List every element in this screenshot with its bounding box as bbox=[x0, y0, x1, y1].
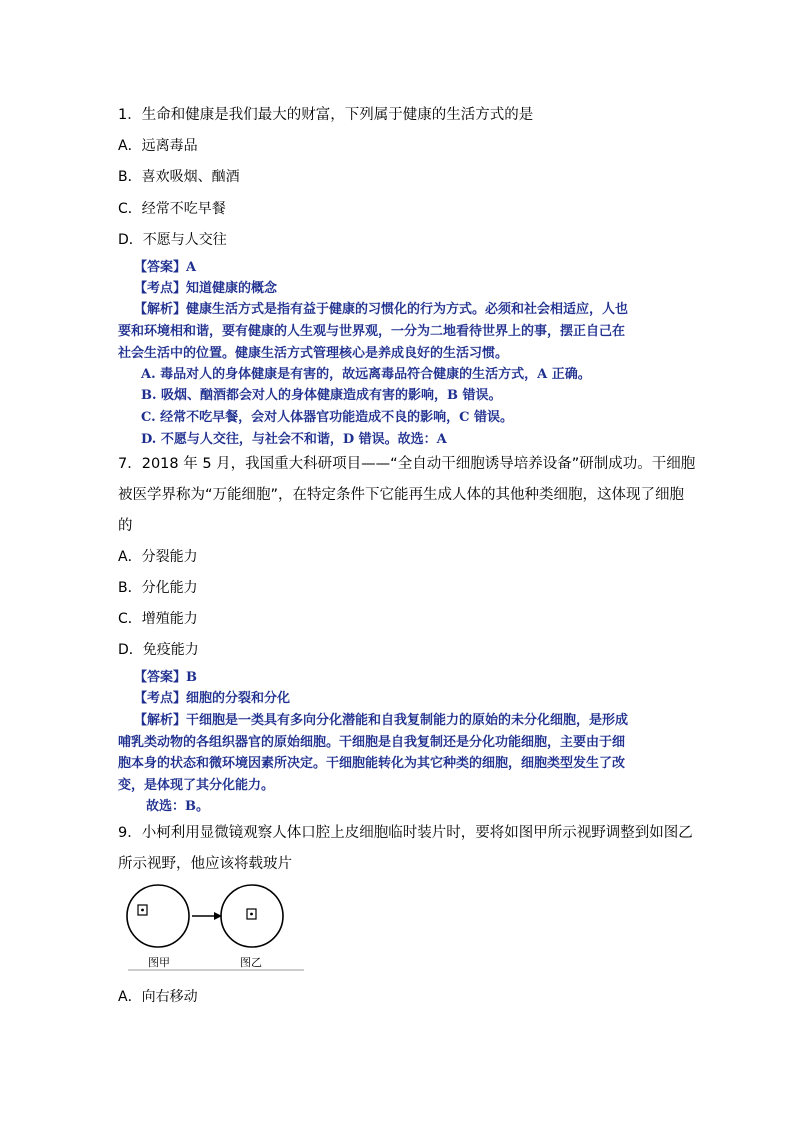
question-1-option-c: C．经常不吃早餐 bbox=[118, 201, 226, 217]
question-7-stem-line: 被医学界称为“万能细胞”，在特定条件下它能再生成人体的其他种类细胞，这体现了细胞 bbox=[118, 487, 685, 503]
question-7-analysis-line: 变，是体现了其分化能力。 bbox=[118, 778, 275, 793]
question-7-stem-line: 的 bbox=[118, 518, 133, 534]
question-1-analysis-line: D. 不愿与人交往，与社会不和谐，D 错误。故选：A bbox=[141, 432, 447, 447]
question-7-kaodian: 【考点】细胞的分裂和分化 bbox=[134, 691, 291, 706]
question-1-analysis-line: 要和环境相和谐，要有健康的人生观与世界观，一分为二地看待世界上的事，摆正自己在 bbox=[118, 324, 626, 339]
cell-nucleus-left bbox=[141, 909, 144, 912]
question-1-kaodian: 【考点】知道健康的概念 bbox=[134, 281, 278, 296]
question-1-analysis-line: 【解析】健康生活方式是指有益于健康的习惯化的行为方式。必须和社会相适应，人也 bbox=[134, 302, 629, 317]
cell-nucleus-right bbox=[250, 913, 253, 916]
question-7-stem-line: 7．2018 年 5 月，我国重大科研项目——“全自动干细胞诱导培养设备”研制成功。干细胞 bbox=[118, 456, 696, 472]
question-1-answer: 【答案】A bbox=[134, 260, 197, 275]
microscope-field-figure bbox=[118, 876, 304, 974]
field-circle-left bbox=[127, 885, 189, 947]
question-1-option-a: A．远离毒品 bbox=[118, 138, 198, 154]
field-circle-right bbox=[221, 885, 283, 947]
question-1-analysis-line: 社会生活中的位置。健康生活方式管理核心是养成良好的生活习惯。 bbox=[118, 346, 509, 361]
question-1-stem: 1．生命和健康是我们最大的财富，下列属于健康的生活方式的是 bbox=[118, 107, 534, 123]
question-7-analysis-line: 【解析】干细胞是一类具有多向分化潜能和自我复制能力的原始的未分化细胞，是形成 bbox=[134, 713, 629, 728]
question-9-option-a: A．向右移动 bbox=[118, 989, 198, 1005]
question-1-option-d: D．不愿与人交往 bbox=[118, 232, 227, 248]
question-7-analysis-line: 哺乳类动物的各组织器官的原始细胞。干细胞是自我复制还是分化功能细胞，主要由于细 bbox=[118, 735, 626, 750]
question-7-answer: 【答案】B bbox=[134, 670, 197, 685]
question-1-analysis-line: B. 吸烟、酗酒都会对人的身体健康造成有害的影响，B 错误。 bbox=[141, 388, 502, 403]
figure-label-right: 图乙 bbox=[240, 956, 262, 969]
question-7-option-b: B．分化能力 bbox=[118, 580, 198, 596]
question-7-option-c: C．增殖能力 bbox=[118, 611, 198, 627]
figure-label-left: 图甲 bbox=[148, 956, 170, 969]
question-1-analysis-line: C. 经常不吃早餐，会对人体器官功能造成不良的影响，C 错误。 bbox=[141, 410, 514, 425]
question-7-option-a: A．分裂能力 bbox=[118, 549, 198, 565]
question-1-option-b: B．喜欢吸烟、酗酒 bbox=[118, 169, 240, 185]
question-7-analysis-line: 胞本身的状态和微环境因素所决定。干细胞能转化为其它种类的细胞，细胞类型发生了改 bbox=[118, 756, 626, 771]
question-7-conclusion: 故选：B。 bbox=[146, 799, 209, 814]
question-1-analysis-line: A. 毒品对人的身体健康是有害的，故远离毒品符合健康的生活方式，A 正确。 bbox=[141, 367, 591, 382]
question-9-stem-line: 9．小柯利用显微镜观察人体口腔上皮细胞临时装片时，要将如图甲所示视野调整到如图乙 bbox=[118, 825, 693, 841]
question-9-stem-line: 所示视野，他应该将载玻片 bbox=[118, 856, 292, 872]
question-7-option-d: D．免疫能力 bbox=[118, 642, 199, 658]
